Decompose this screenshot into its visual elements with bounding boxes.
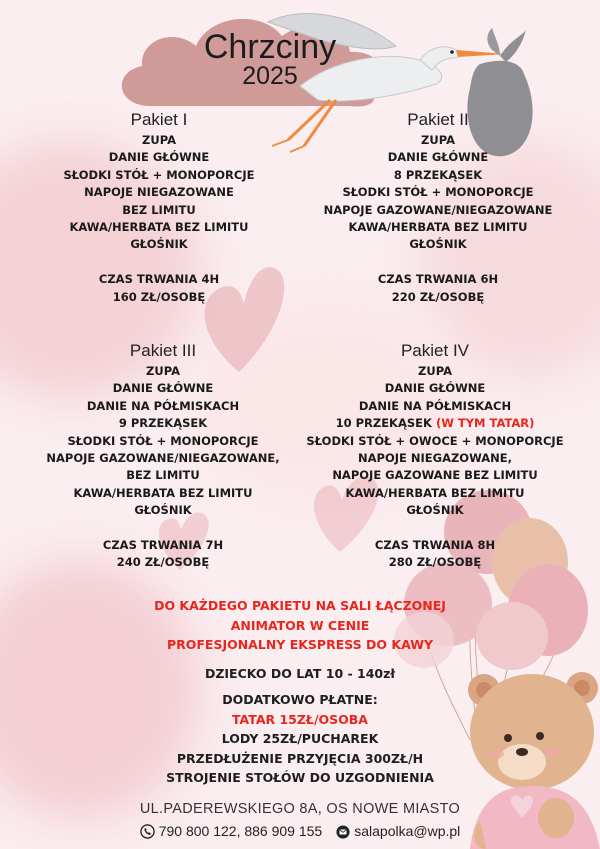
package-item: ZUPA [142,133,176,147]
extras-paid-line: PRZEDŁUŻENIE PRZYJĘCIA 300ZŁ/H [176,750,424,766]
child-price-line: DZIECKO DO LAT 10 - 140zł [204,666,396,681]
package-item: KAWA/HERBATA BEZ LIMITU [73,485,253,500]
package-duration: CZAS TRWANIA 4H [98,272,220,287]
package-item: DANIE GŁÓWNE [387,150,489,165]
package-price: 280 ZŁ/OSOBĘ [388,555,482,570]
package-name: Pakiet III [129,341,197,360]
package-item: NAPOJE GAZOWANE/NIEGAZOWANE, [46,451,280,466]
package-3 [18,340,308,572]
package-item: GŁOŚNIK [406,503,464,518]
package-item: DANIE GŁÓWNE [384,381,486,396]
package-duration: CZAS TRWANIA 7H [102,538,224,553]
extras-paid-line: LODY 25ZŁ/PUCHAREK [221,731,379,746]
package-item: DANIE NA PÓŁMISKACH [358,398,512,413]
package-duration: CZAS TRWANIA 8H [374,538,496,553]
phone-icon [140,824,155,842]
package-item: DANIE GŁÓWNE [108,150,210,165]
extras-paid-line: TATAR 15ZŁ/OSOBA [232,711,368,727]
package-item: KAWA/HERBATA BEZ LIMITU [345,485,525,500]
extras-paid [0,690,600,788]
package-item: KAWA/HERBATA BEZ LIMITU [348,220,528,235]
package-item [290,415,580,432]
package-name: Pakiet IV [400,341,470,360]
package-item: 9 PRZEKĄSEK [118,416,208,431]
package-item: KAWA/HERBATA BEZ LIMITU [69,220,249,235]
package-item: GŁOŚNIK [134,503,192,518]
page-title: Chrzciny [203,28,337,66]
extras-line: PROFESJONALNY EKSPRESS DO KAWY [166,637,434,652]
package-item: SŁODKI STÓŁ + OWOCE + MONOPORCJE [306,433,564,448]
address: UL.PADEREWSKIEGO 8A, OS NOWE MIASTO [139,801,461,817]
package-item: BEZ LIMITU [122,202,196,217]
extras-paid-header: DODATKOWO PŁATNE: [222,692,378,707]
package-item: BEZ LIMITU [126,468,200,483]
package-item: NAPOJE NIEGAZOWANE, [358,451,512,466]
package-item: DANIE NA PÓŁMISKACH [86,398,240,413]
extras-line: ANIMATOR W CENIE [230,617,370,633]
package-1 [14,109,304,306]
package-item: GŁOŚNIK [409,237,467,252]
email-address[interactable]: salapolka@wp.pl [354,823,461,839]
package-price: 240 ZŁ/OSOBĘ [116,555,210,570]
extras-included [0,596,600,655]
package-duration: CZAS TRWANIA 6H [377,272,499,287]
package-name: Pakiet I [130,110,188,129]
package-2 [293,109,583,306]
page-year: 2025 [242,62,298,90]
child-price [0,664,600,684]
package-item: NAPOJE NIEGAZOWANE [84,185,234,200]
package-name: Pakiet II [407,110,469,129]
contact-line [0,823,600,842]
package-4 [290,340,580,572]
phone-numbers[interactable]: 790 800 122, 886 909 155 [158,823,323,839]
extras-paid-line: STROJENIE STOŁÓW DO UZGODNIENIA [166,770,434,785]
package-price: 160 ZŁ/OSOBĘ [112,289,206,304]
package-item: SŁODKI STÓŁ + MONOPORCJE [63,167,255,182]
package-item: 8 PRZEKĄSEK [393,167,483,182]
package-item-text: 10 PRZEKĄSEK [335,416,432,431]
package-item: ZUPA [418,364,452,378]
package-item: SŁODKI STÓŁ + MONOPORCJE [67,433,259,448]
extras-line: DO KAŻDEGO PAKIETU NA SALI ŁĄCZONEJ [154,598,446,613]
email-icon [336,825,350,842]
package-price: 220 ZŁ/OSOBĘ [391,289,485,304]
package-item: DANIE GŁÓWNE [112,381,214,396]
package-item: NAPOJE GAZOWANE/NIEGAZOWANE [323,202,553,217]
package-item-highlight: (W TYM TATAR) [435,416,535,431]
package-item: GŁOŚNIK [130,237,188,252]
package-item: ZUPA [146,364,180,378]
package-item: NAPOJE GAZOWANE BEZ LIMITU [332,468,538,483]
package-item: ZUPA [421,133,455,147]
package-item: SŁODKI STÓŁ + MONOPORCJE [342,185,534,200]
